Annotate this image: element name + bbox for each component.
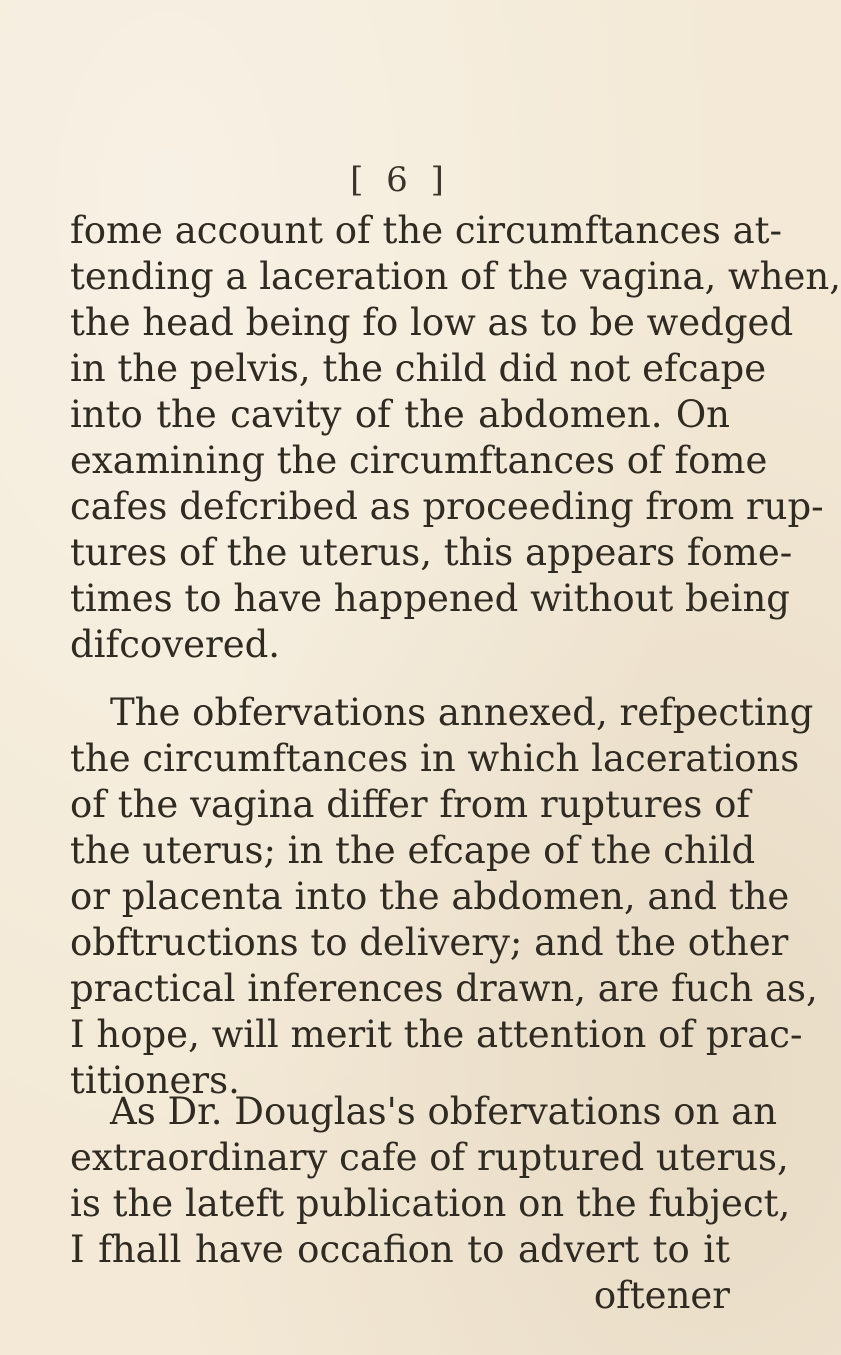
paragraph-2 bbox=[70, 690, 818, 1104]
text-line: of the vagina differ from ruptures of bbox=[70, 783, 751, 826]
text-line: tures of the uterus, this appears fome- bbox=[70, 531, 793, 574]
text-line: tending a laceration of the vagina, when, bbox=[70, 255, 841, 298]
text-line: the circumftances in which lacerations bbox=[70, 737, 800, 780]
text-line: into the cavity of the abdomen. On bbox=[70, 393, 730, 436]
text-line: extraordinary cafe of ruptured uterus, bbox=[70, 1136, 789, 1179]
text-line: The obfervations annexed, refpecting bbox=[110, 691, 814, 734]
page-number-header: [ 6 ] bbox=[350, 160, 450, 200]
text-line: times to have happened without being bbox=[70, 577, 790, 620]
paragraph-1 bbox=[70, 208, 841, 668]
text-line: practical inferences drawn, are fuch as, bbox=[70, 967, 818, 1010]
text-line: As Dr. Douglas's obfervations on an bbox=[110, 1090, 778, 1133]
text-line: titioners. bbox=[70, 1059, 240, 1102]
text-line: I hope, will merit the attention of prac- bbox=[70, 1013, 803, 1056]
text-line: the uterus; in the efcape of the child bbox=[70, 829, 756, 872]
text-line: the head being fo low as to be wedged bbox=[70, 301, 794, 344]
text-line: in the pelvis, the child did not efcape bbox=[70, 347, 767, 390]
text-line: obftructions to delivery; and the other bbox=[70, 921, 789, 964]
text-line: cafes defcribed as proceeding from rup- bbox=[70, 485, 824, 528]
text-line: difcovered. bbox=[70, 623, 281, 666]
text-line: I fhall have occafion to advert to it bbox=[70, 1228, 730, 1271]
catchword: oftener bbox=[593, 1274, 730, 1317]
text-line: is the lateft publication on the fubject, bbox=[70, 1182, 791, 1225]
text-line: or placenta into the abdomen, and the bbox=[70, 875, 790, 918]
text-line: examining the circumftances of fome bbox=[70, 439, 768, 482]
paragraph-3 bbox=[70, 1089, 791, 1319]
text-line: fome account of the circumftances at- bbox=[70, 209, 782, 252]
